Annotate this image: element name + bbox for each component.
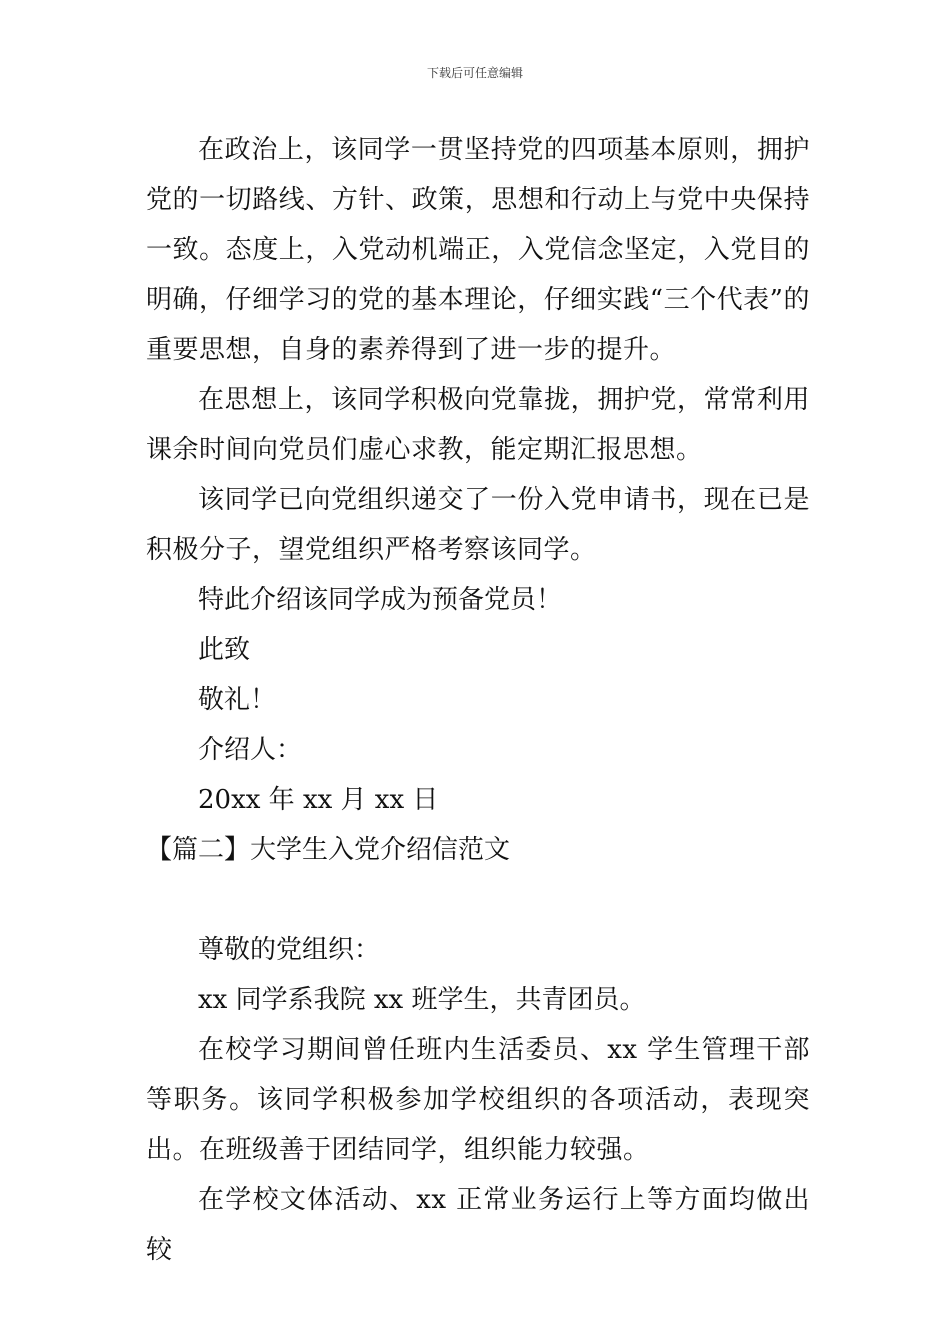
blank-line xyxy=(146,875,810,925)
paragraph-positions: 在校学习期间曾任班内生活委员、xx 学生管理干部等职务。该同学积极参加学校组织的各项活动，表现突出。在班级善于团结同学，组织能力较强。 xyxy=(146,1035,810,1165)
paragraph-thoughts: 在思想上，该同学积极向党靠拢，拥护党，常常利用课余时间向党员们虚心求教，能定期汇报思想。 xyxy=(146,385,810,465)
paragraph-politics: 在政治上，该同学一贯坚持党的四项基本原则，拥护党的一切路线、方针、政策，思想和行动上与党中央保持一致。态度上，入党动机端正，入党信念坚定，入党目的明确，仔细学习的党的基本理论，仔细实践“三个代表”的重要思想，自身的素养得到了进一步的提升。 xyxy=(146,135,810,365)
document-body xyxy=(146,125,810,1275)
paragraph-activities: 在学校文体活动、xx 正常业务运行上等方面均做出较 xyxy=(146,1185,810,1265)
section-title: 【篇二】大学生入党介绍信范文 xyxy=(146,835,511,865)
introducer-label: 介绍人： xyxy=(198,735,303,765)
header-note: 下载后可任意编辑 xyxy=(426,66,523,80)
paragraph-application: 该同学已向党组织递交了一份入党申请书，现在已是积极分子，望党组织严格考察该同学。 xyxy=(146,485,810,565)
student-intro-line: xx 同学系我院 xx 班学生，共青团员。 xyxy=(198,985,646,1015)
salutation: 尊敬的党组织： xyxy=(198,935,381,965)
closing-ci-zhi: 此致 xyxy=(198,635,251,665)
date-line: 20xx 年 xx 月 xx 日 xyxy=(198,785,439,815)
closing-jing-li: 敬礼！ xyxy=(198,685,277,715)
recommendation-line: 特此介绍该同学成为预备党员！ xyxy=(198,585,563,615)
